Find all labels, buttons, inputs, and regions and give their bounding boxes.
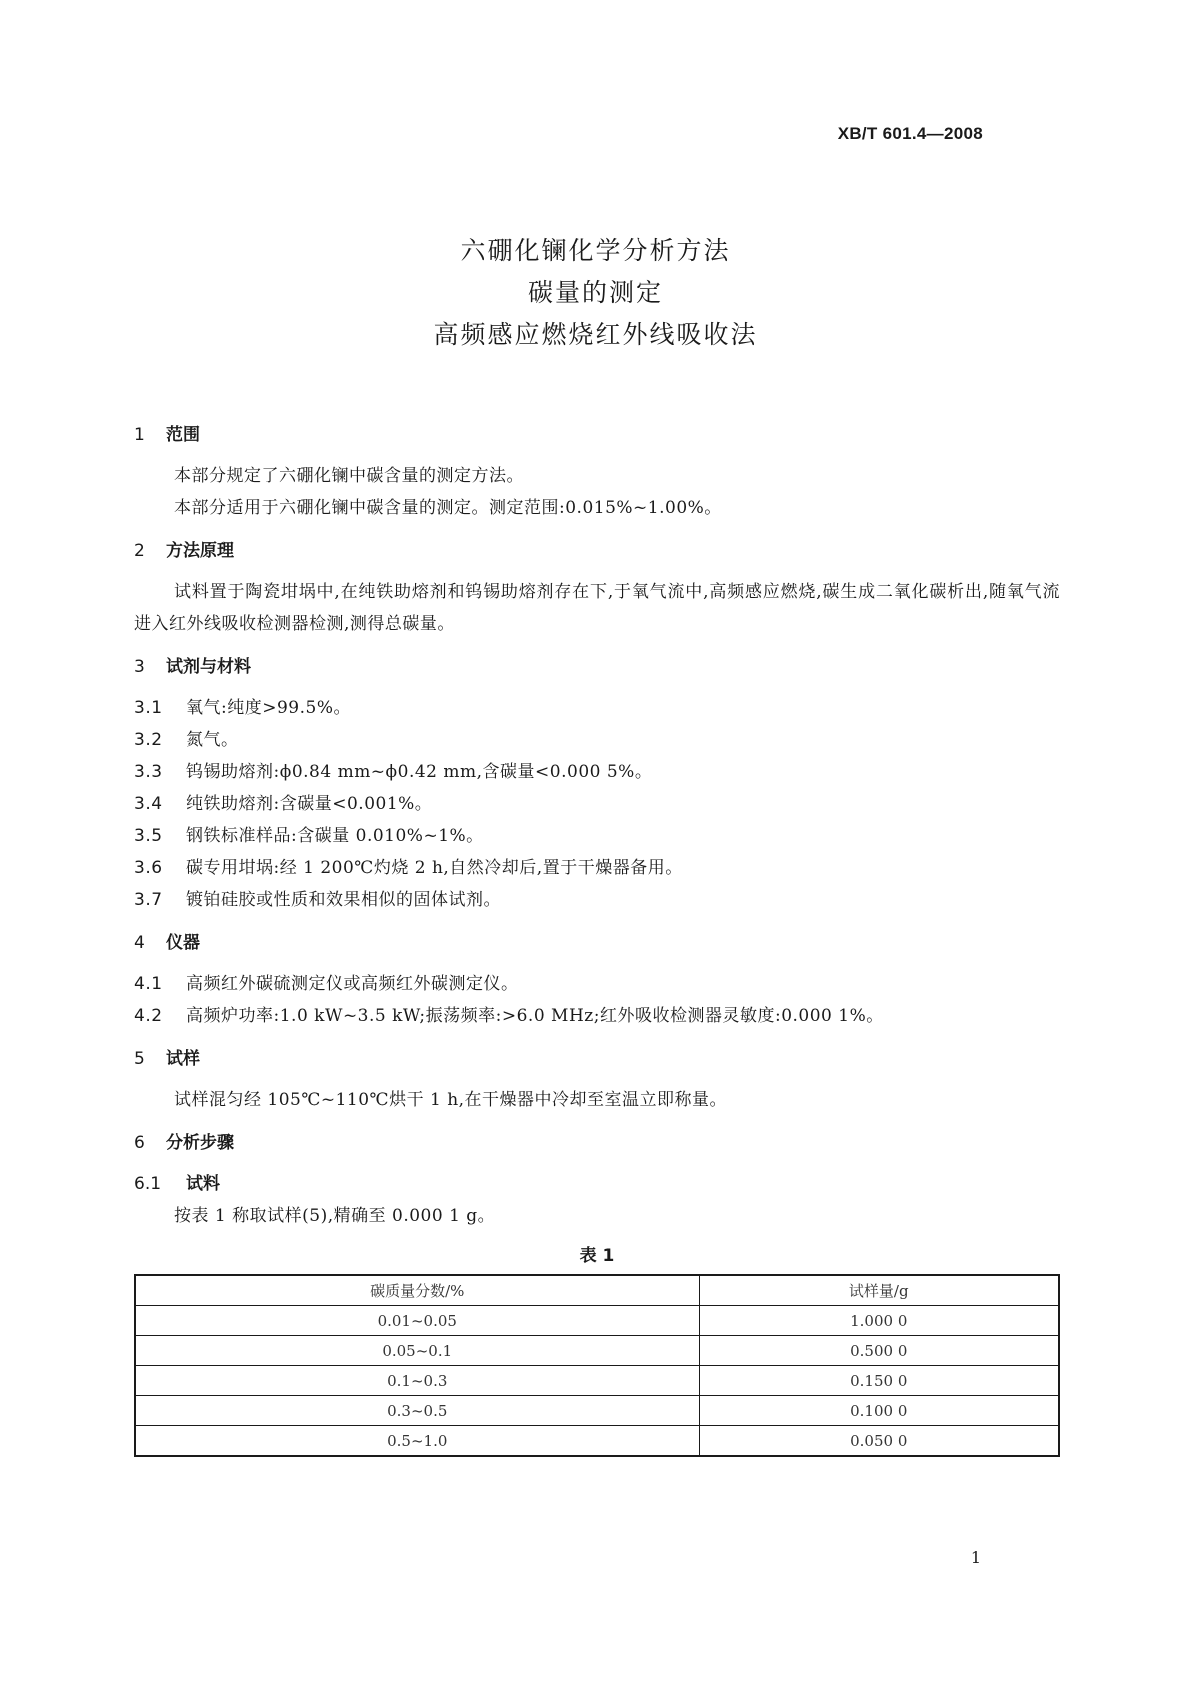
list-item — [134, 852, 1060, 884]
item-number: 4.1 — [134, 974, 163, 994]
list-item — [134, 692, 1060, 724]
item-number: 3.3 — [134, 762, 163, 782]
item-text: 碳专用坩埚:经 1 200℃灼烧 2 h,自然冷却后,置于干燥器备用。 — [186, 858, 683, 878]
item-number: 3.2 — [134, 730, 163, 750]
section-heading-sample — [134, 1044, 1060, 1074]
section-heading-procedure — [134, 1128, 1060, 1158]
item-text: 镀铂硅胶或性质和效果相似的固体试剂。 — [186, 890, 501, 910]
section-number: 4 — [134, 933, 145, 953]
item-text: 氮气。 — [186, 730, 239, 750]
item-text: 纯铁助熔剂:含碳量<0.001%。 — [186, 794, 433, 814]
table-caption: 表 1 — [579, 1246, 615, 1266]
item-number: 3.4 — [134, 794, 163, 814]
title-line-3: 高频感应燃烧红外线吸收法 — [433, 320, 758, 349]
table-cell: 0.3~0.5 — [135, 1396, 699, 1426]
table-cell: 0.150 0 — [699, 1366, 1059, 1396]
section-heading-principle — [134, 536, 1060, 566]
section-title: 分析步骤 — [166, 1133, 234, 1153]
section-number: 6 — [134, 1133, 145, 1153]
table-cell: 0.1~0.3 — [135, 1366, 699, 1396]
table-row — [135, 1366, 1059, 1396]
subsection-title: 试料 — [186, 1174, 220, 1194]
table-cell: 0.500 0 — [699, 1336, 1059, 1366]
list-item — [134, 724, 1060, 756]
item-number: 4.2 — [134, 1006, 163, 1026]
item-text: 高频炉功率:1.0 kW~3.5 kW;振荡频率:>6.0 MHz;红外吸收检测器灵敏度:0.000 1%。 — [186, 1006, 884, 1026]
item-text: 氧气:纯度>99.5%。 — [186, 698, 351, 718]
title-line-1: 六硼化镧化学分析方法 — [460, 236, 731, 265]
table-cell: 0.01~0.05 — [135, 1306, 699, 1336]
paragraph: 试样混匀经 105℃~110℃烘干 1 h,在干燥器中冷却至室温立即称量。 — [174, 1090, 728, 1110]
column-header: 碳质量分数/% — [135, 1275, 699, 1306]
list-item — [134, 1000, 1060, 1032]
section-number: 1 — [134, 425, 145, 445]
section-title: 试样 — [166, 1049, 200, 1069]
table-cell: 0.5~1.0 — [135, 1426, 699, 1457]
section-title: 试剂与材料 — [166, 657, 251, 677]
title-line-2: 碳量的测定 — [527, 278, 663, 307]
item-text: 高频红外碳硫测定仪或高频红外碳测定仪。 — [186, 974, 519, 994]
paragraph: 按表 1 称取试样(5),精确至 0.000 1 g。 — [174, 1206, 496, 1226]
item-number: 3.1 — [134, 698, 163, 718]
item-text: 钨锡助熔剂:ϕ0.84 mm~ϕ0.42 mm,含碳量<0.000 5%。 — [186, 762, 653, 782]
item-number: 3.5 — [134, 826, 163, 846]
list-item — [134, 756, 1060, 788]
section-heading-scope — [134, 420, 1060, 450]
paragraph: 试料置于陶瓷坩埚中,在纯铁助熔剂和钨锡助熔剂存在下,于氧气流中,高频感应燃烧,碳生成二氧化碳析出,随氧气流进入红外线吸收检测器检测,测得总碳量。 — [134, 582, 1060, 634]
paragraph: 本部分规定了六硼化镧中碳含量的测定方法。 — [174, 466, 524, 486]
section-number: 2 — [134, 541, 145, 561]
list-item — [134, 884, 1060, 916]
section-number: 5 — [134, 1049, 145, 1069]
standard-code: XB/T 601.4—2008 — [837, 124, 983, 143]
section-heading-reagents — [134, 652, 1060, 682]
document-title — [0, 230, 1191, 356]
item-text: 钢铁标准样品:含碳量 0.010%~1%。 — [186, 826, 484, 846]
list-item — [134, 820, 1060, 852]
table-cell: 0.100 0 — [699, 1396, 1059, 1426]
section-title: 仪器 — [166, 933, 200, 953]
item-number: 3.6 — [134, 858, 163, 878]
table-header-row — [135, 1275, 1059, 1306]
table-cell: 1.000 0 — [699, 1306, 1059, 1336]
section-title: 范围 — [166, 425, 200, 445]
table-cell: 0.050 0 — [699, 1426, 1059, 1457]
section-number: 3 — [134, 657, 145, 677]
table-row — [135, 1396, 1059, 1426]
subsection-heading — [134, 1168, 1060, 1200]
document-body — [134, 420, 1060, 1457]
item-number: 3.7 — [134, 890, 163, 910]
subsection-number: 6.1 — [134, 1174, 162, 1194]
section-heading-apparatus — [134, 928, 1060, 958]
table-cell: 0.05~0.1 — [135, 1336, 699, 1366]
page-number: 1 — [970, 1548, 981, 1567]
data-table — [134, 1274, 1060, 1457]
table-row — [135, 1426, 1059, 1457]
paragraph: 本部分适用于六硼化镧中碳含量的测定。测定范围:0.015%~1.00%。 — [174, 498, 722, 518]
list-item — [134, 968, 1060, 1000]
table-row — [135, 1336, 1059, 1366]
column-header: 试样量/g — [699, 1275, 1059, 1306]
list-item — [134, 788, 1060, 820]
table-row — [135, 1306, 1059, 1336]
section-title: 方法原理 — [166, 541, 234, 561]
